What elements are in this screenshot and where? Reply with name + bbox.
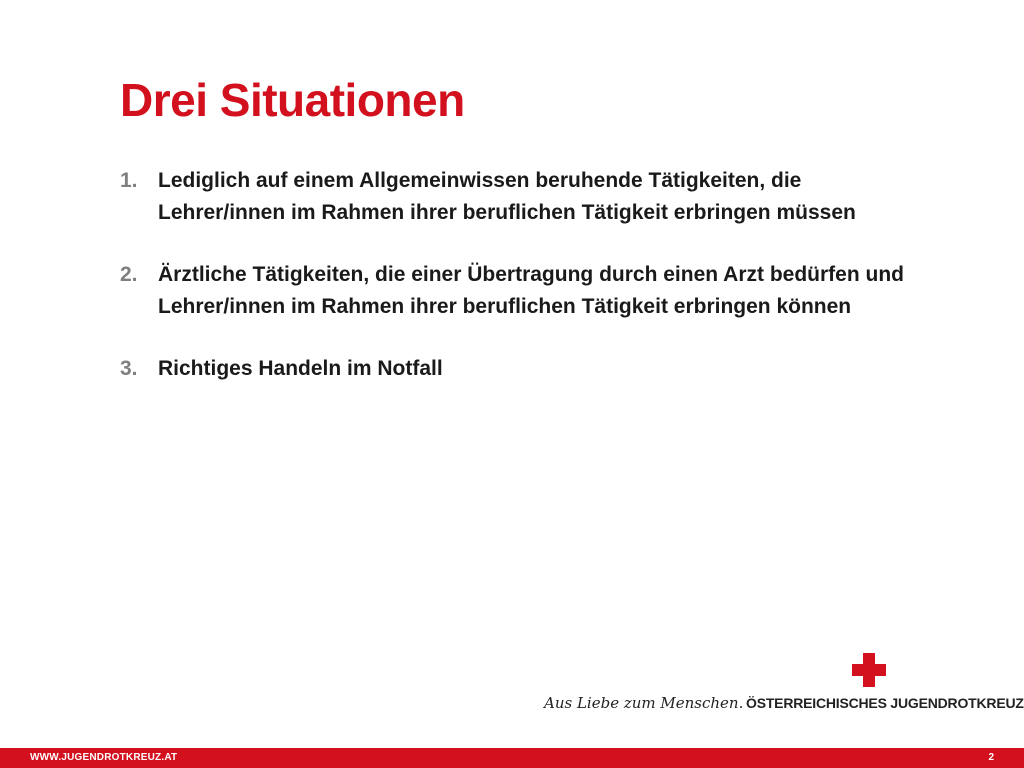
list-item-text: Lediglich auf einem Allgemeinwissen beruhende Tätigkeiten, die Lehrer/innen im Rahmen ihrer beruflichen Tätigkeit erbringen müssen bbox=[158, 169, 856, 224]
list-item bbox=[120, 165, 920, 229]
list-item-number: 1. bbox=[120, 169, 138, 192]
slide-title: Drei Situationen bbox=[120, 74, 465, 126]
footer-bar bbox=[0, 748, 1024, 768]
red-cross-icon bbox=[852, 653, 886, 687]
page-number: 2 bbox=[988, 752, 994, 763]
list-item bbox=[120, 259, 920, 323]
list-item bbox=[120, 353, 920, 385]
organization-name: ÖSTERREICHISCHES JUGENDROTKREUZ bbox=[746, 695, 1024, 711]
list-item-number: 2. bbox=[120, 263, 138, 286]
list-item-number: 3. bbox=[120, 357, 138, 380]
footer-url-link[interactable]: WWW.JUGENDROTKREUZ.AT bbox=[30, 752, 178, 763]
situation-list bbox=[120, 165, 920, 415]
list-item-text: Richtiges Handeln im Notfall bbox=[158, 357, 443, 380]
list-item-text: Ärztliche Tätigkeiten, die einer Übertragung durch einen Arzt bedürfen und Lehrer/innen im Rahmen ihrer beruflichen Tätigkeit erbringen können bbox=[158, 263, 904, 318]
motto-text: Aus Liebe zum Menschen. bbox=[544, 694, 744, 712]
